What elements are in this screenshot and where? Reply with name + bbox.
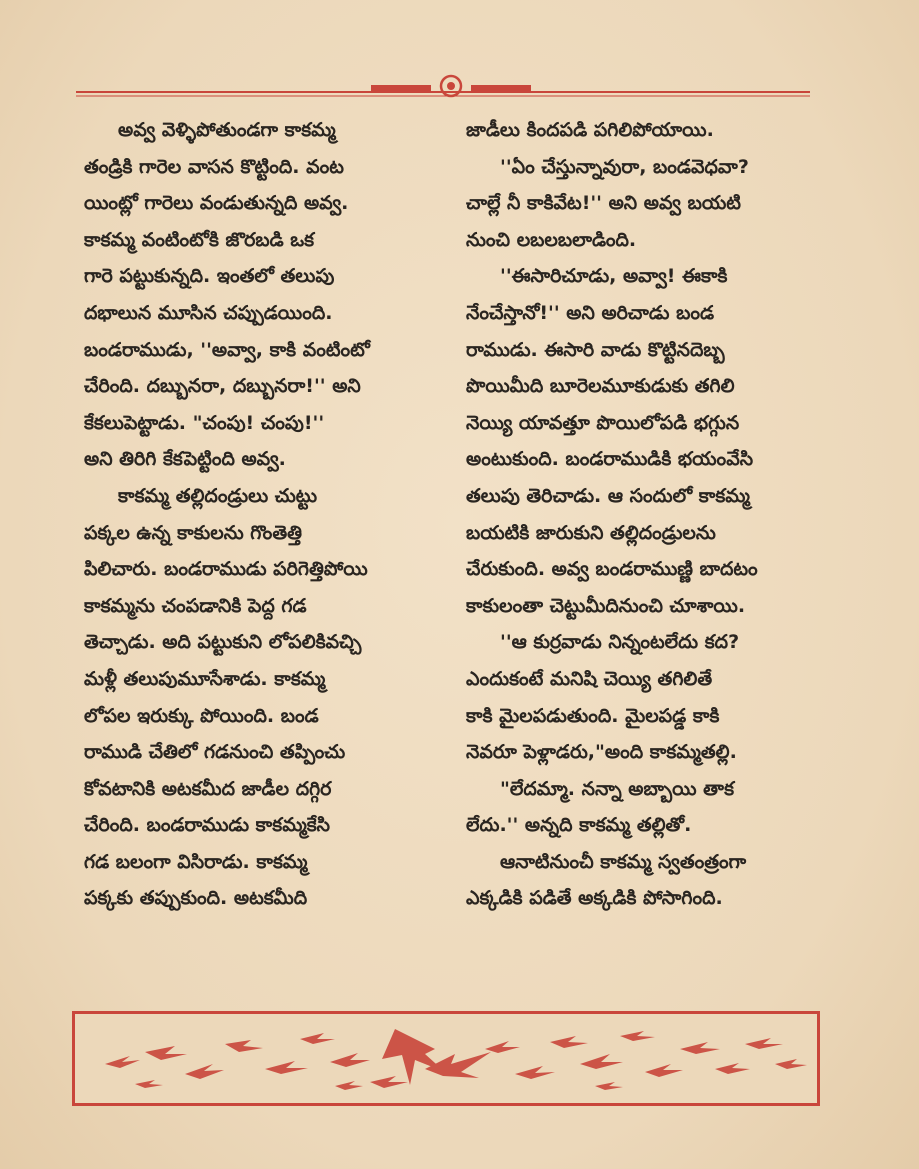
left-line: చేరింది. దబ్బునరా, దబ్బునరా!'' అని [84, 375, 361, 398]
right-line: నుంచి లబలబలాడింది. [466, 228, 637, 251]
left-line: కాకమ్మ తల్లిదండ్రులు చుట్టు [118, 484, 318, 507]
right-line: తలుపు తెరిచాడు. ఆ సందులో కాకమ్మ [466, 484, 750, 507]
left-line: యింట్లో గారెలు వండుతున్నది అవ్వ. [84, 192, 349, 215]
right-line: రాముడు. ఈసారి వాడు కొట్టినదెబ్బ [466, 338, 725, 361]
left-line: గారె పట్టుకున్నది. ఇంతలో తలుపు [84, 265, 335, 288]
left-line: మళ్లీ తలుపుమూసేశాడు. కాకమ్మ [84, 667, 326, 690]
left-line: కాకమ్మ వంటింటోకి జొరబడి ఒక [84, 228, 315, 251]
left-line: పిలిచారు. బండరాముడు పరిగెత్తిపోయి [84, 558, 368, 581]
left-line: అని తిరిగి కేకపెట్టింది అవ్వ. [84, 448, 286, 471]
right-line: చాల్లే నీ కాకివేట!'' అని అవ్వ బయటి [466, 192, 741, 215]
right-line: ''ఈసారిచూడు, అవ్వా! ఈకాకి [500, 265, 728, 288]
right-line: కాకి మైలపడుతుంది. మైలపడ్డ కాకి [466, 704, 720, 727]
right-line: నేంచేస్తానో!'' అని అరిచాడు బండ [466, 301, 715, 324]
left-line: కేకలుపెట్టాడు. "చంపు! చంపు!'' [84, 411, 325, 434]
right-line: అంటుకుంది. బండరాముడికి భయంవేసి [466, 448, 754, 471]
right-line: ఎందుకంటే మనిషి చెయ్యి తగిలితే [466, 667, 713, 690]
left-line: దభాలున మూసిన చప్పుడయింది. [84, 301, 333, 324]
right-line: పొయిమీది బూరెలమూకుడుకు తగిలి [466, 375, 735, 398]
right-line: నెవరూ పెళ్లాడరు,"అంది కాకమ్మతల్లి. [466, 741, 737, 764]
header-ornament-rule [76, 73, 810, 103]
left-line: తెచ్చాడు. అది పట్టుకుని లోపలికివచ్చి [84, 631, 362, 654]
left-line: బండరాముడు, ''అవ్వా, కాకి వంటింటో [84, 338, 370, 361]
left-line: గడ బలంగా విసిరాడు. కాకమ్మ [84, 850, 308, 873]
right-line: చేరుకుంది. అవ్వ బండరాముణ్ణి బాదటం [466, 558, 758, 581]
right-line: బయటికి జారుకుని తల్లిదండ్రులను [466, 521, 716, 544]
left-line: కాకమ్మను చంపడానికి పెద్ద గడ [84, 594, 307, 617]
right-line: ''ఏం చేస్తున్నావురా, బండవెధవా? [500, 155, 749, 178]
left-line: లోపల ఇరుక్కు పోయింది. బండ [84, 704, 319, 727]
left-line: అవ్వ వెళ్ళిపోతుండగా కాకమ్మ [118, 119, 336, 141]
left-line: కోవటానికి అటకమీద జాడీల దగ్గిర [84, 777, 332, 800]
left-line: పక్కకు తప్పుకుంది. అటకమీది [84, 887, 308, 910]
right-line: నెయ్యి యావత్తూ పొయిలోపడి భగ్గున [466, 411, 740, 434]
left-line: చేరింది. బండరాముడు కాకమ్మకేసి [84, 814, 331, 837]
right-line: జాడీలు కిందపడి పగిలిపోయాయి. [466, 119, 714, 141]
left-line: రాముడి చేతిలో గడనుంచి తప్పించు [84, 741, 346, 764]
right-text-column [466, 112, 832, 917]
right-line: ఆనాటినుంచీ కాకమ్మ స్వతంత్రంగా [500, 850, 747, 873]
right-line: ''ఆ కుర్రవాడు నిన్నంటలేదు కద? [500, 631, 740, 654]
left-line: పక్కల ఉన్న కాకులను గొంతెత్తి [84, 521, 302, 544]
left-line: తండ్రికి గారెల వాసన కొట్టింది. వంట [84, 155, 344, 178]
right-line: లేదు.'' అన్నది కాకమ్మ తల్లితో. [466, 814, 692, 837]
right-line: ఎక్కడికి పడితే అక్కడికి పోసాగింది. [466, 887, 723, 910]
right-line: "లేదమ్మా. నన్నా అబ్బాయి తాక [500, 777, 734, 800]
crow-flock-icon [75, 1014, 817, 1103]
left-text-column [84, 112, 444, 917]
flying-crows-illustration [72, 1011, 820, 1106]
right-line: కాకులంతా చెట్టుమీదినుంచి చూశాయి. [466, 594, 746, 617]
